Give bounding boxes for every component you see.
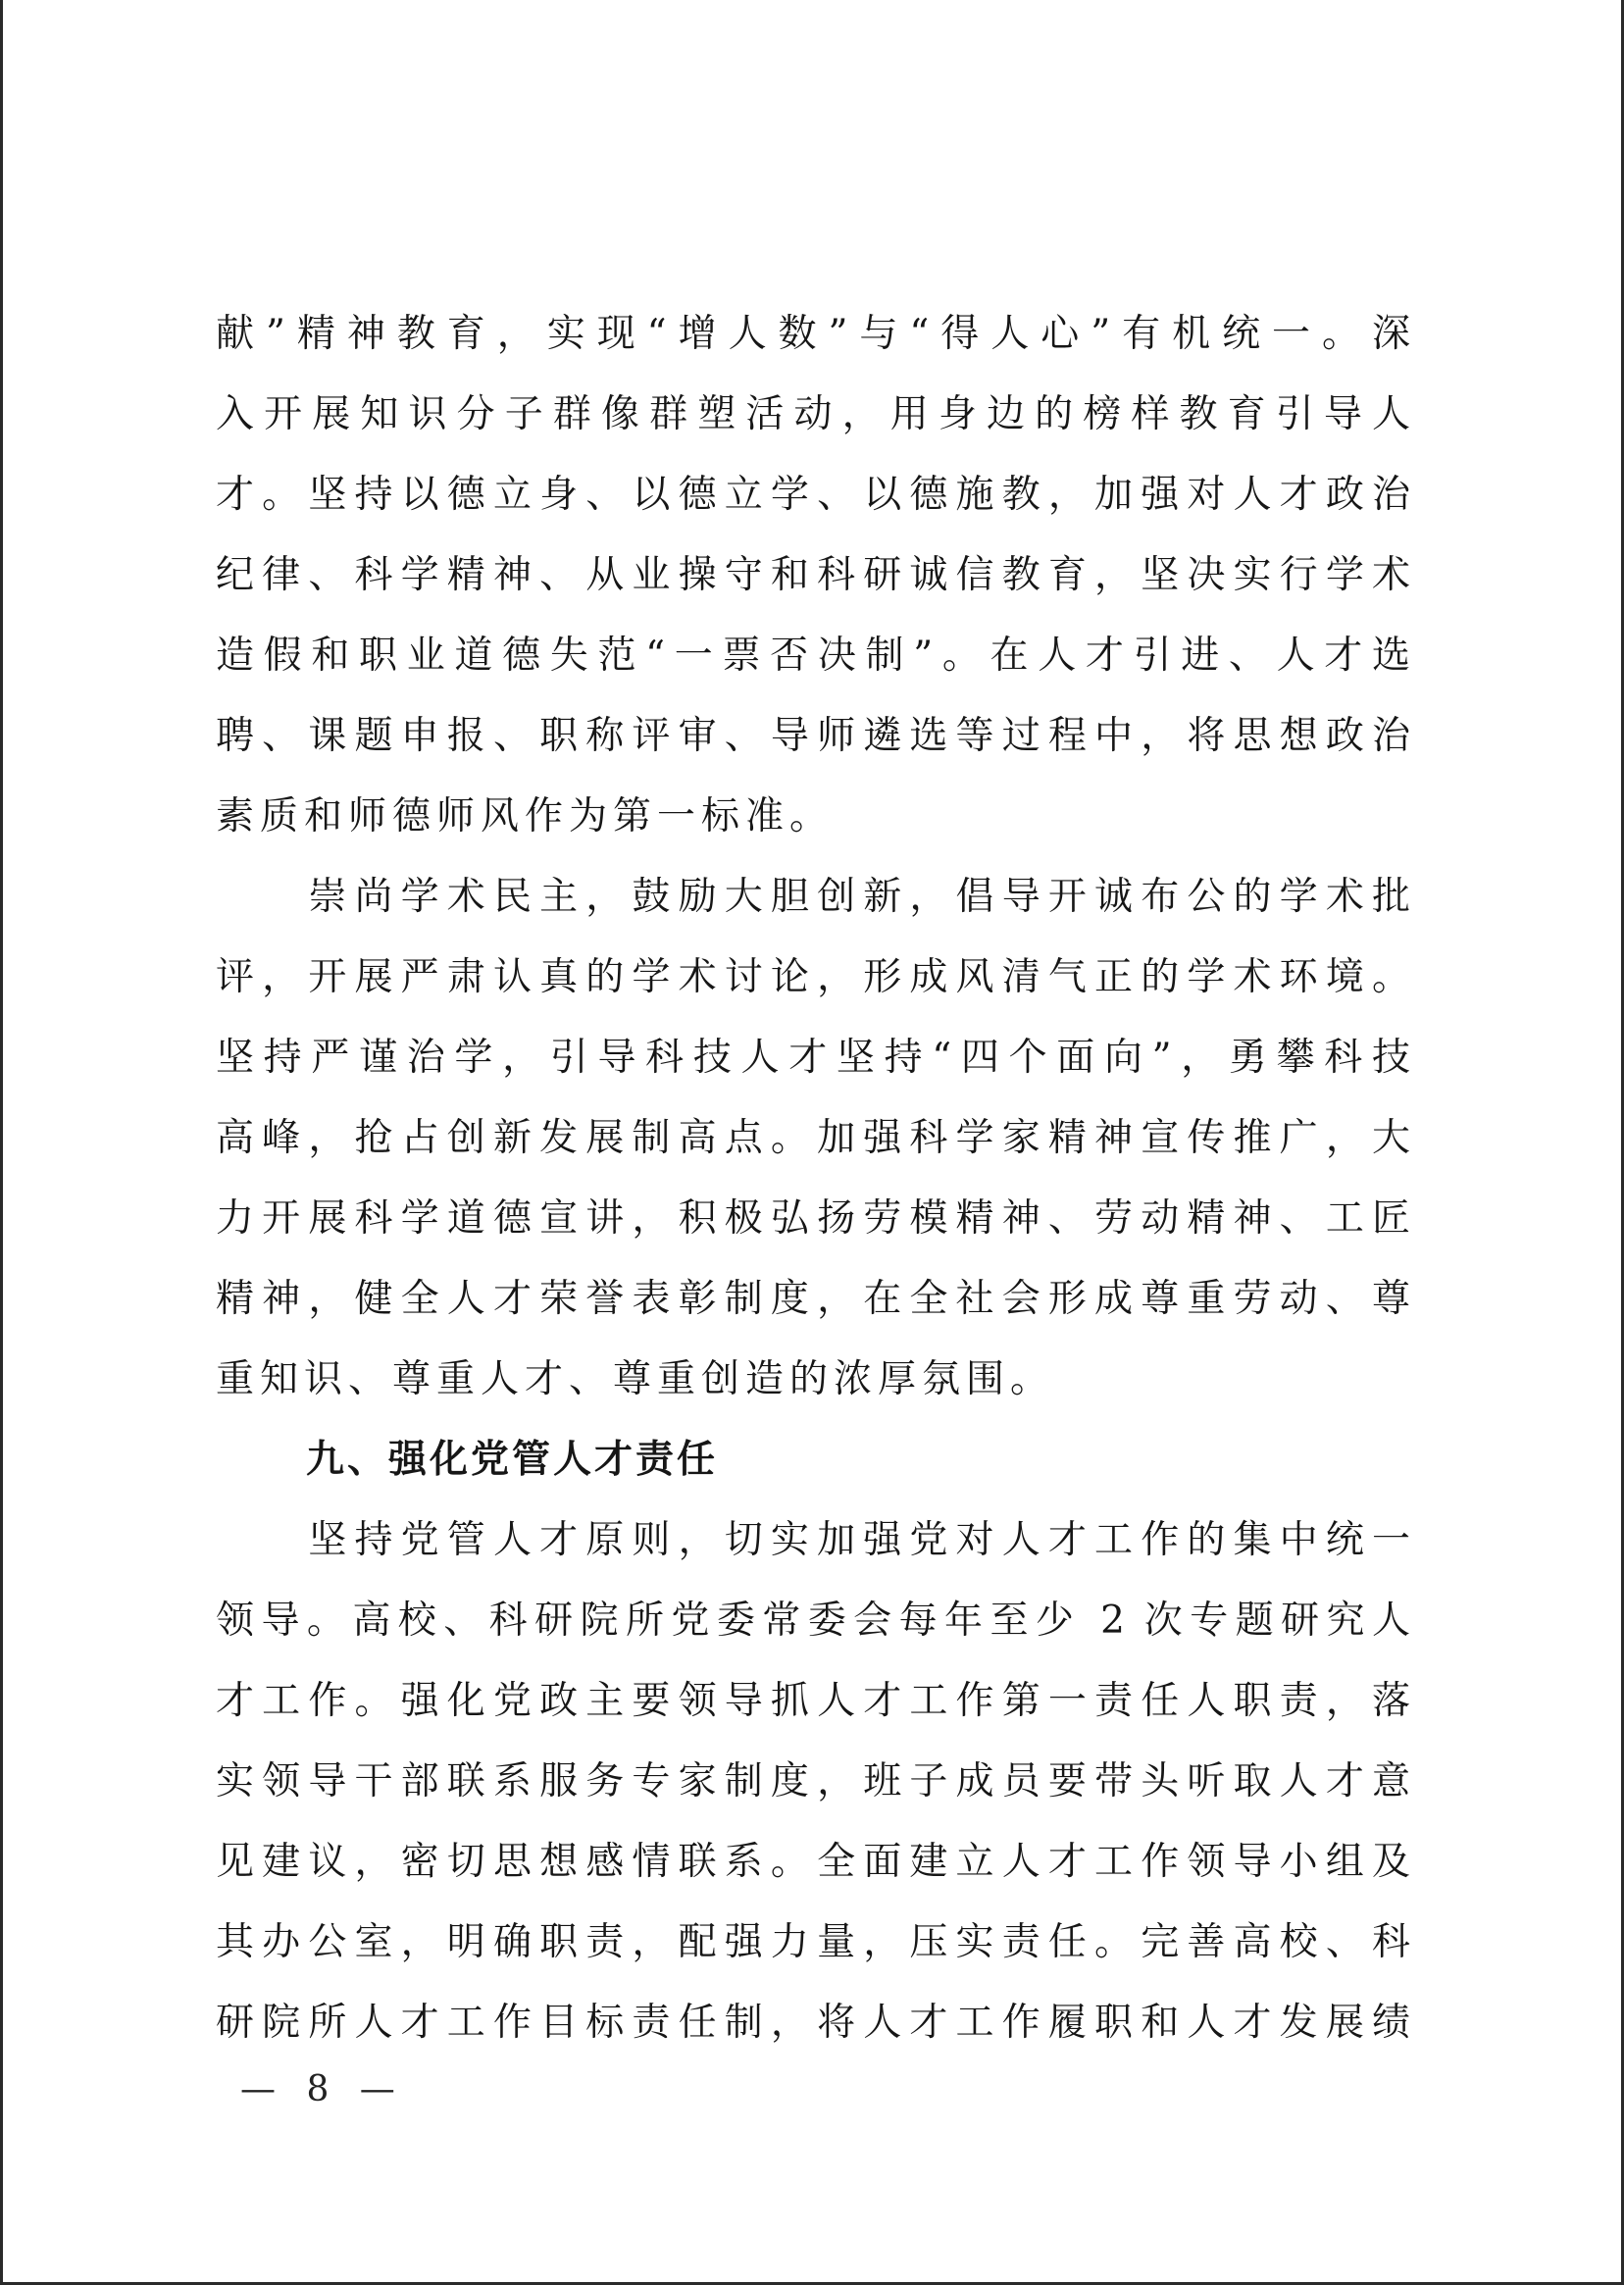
text-line: 才。坚持以德立身、以德立学、以德施教，加强对人才政治: [216, 473, 1410, 517]
page-left-edge: [0, 0, 3, 2285]
text-line: 力开展科学道德宣讲，积极弘扬劳模精神、劳动精神、工匠: [216, 1196, 1410, 1241]
text-line: 纪律、科学精神、从业操守和科研诚信教育，坚决实行学术: [216, 553, 1410, 597]
document-body: [216, 294, 1410, 2063]
text-line: 高峰，抢占创新发展制高点。加强科学家精神宣传推广，大: [216, 1116, 1410, 1160]
page-number: — 8 —: [240, 2069, 405, 2109]
text-line: 重知识、尊重人才、尊重创造的浓厚氛围。: [216, 1357, 1055, 1401]
text-line: 领导。高校、科研院所党委常委会每年至少 2 次专题研究人: [216, 1599, 1410, 1643]
text-line: 研院所人才工作目标责任制，将人才工作履职和人才发展绩: [216, 2001, 1410, 2045]
text-line: 聘、课题申报、职称评审、导师遴选等过程中，将思想政治: [216, 714, 1410, 758]
text-line: 才工作。强化党政主要领导抓人才工作第一责任人职责，落: [216, 1679, 1410, 1723]
text-line: 坚持党管人才原则，切实加强党对人才工作的集中统一: [216, 1518, 1410, 1562]
text-line: 造假和职业道德失范“一票否决制”。在人才引进、人才选: [216, 634, 1410, 678]
text-line: 献”精神教育，实现“增人数”与“得人心”有机统一。深: [216, 312, 1410, 356]
text-line: 坚持严谨治学，引导科技人才坚持“四个面向”，勇攀科技: [216, 1036, 1410, 1080]
section-heading: 九、强化党管人才责任: [306, 1438, 719, 1482]
text-line: 素质和师德师风作为第一标准。: [216, 794, 835, 838]
text-line: 实领导干部联系服务专家制度，班子成员要带头听取人才意: [216, 1759, 1410, 1803]
text-line: 其办公室，明确职责，配强力量，压实责任。完善高校、科: [216, 1920, 1410, 1964]
text-line: 崇尚学术民主，鼓励大胆创新，倡导开诚布公的学术批: [216, 875, 1410, 919]
text-line: 精神，健全人才荣誉表彰制度，在全社会形成尊重劳动、尊: [216, 1277, 1410, 1321]
text-line: 见建议，密切思想感情联系。全面建立人才工作领导小组及: [216, 1840, 1410, 1884]
text-line: 入开展知识分子群像群塑活动，用身边的榜样教育引导人: [216, 392, 1410, 436]
text-line: 评，开展严肃认真的学术讨论，形成风清气正的学术环境。: [216, 955, 1410, 999]
